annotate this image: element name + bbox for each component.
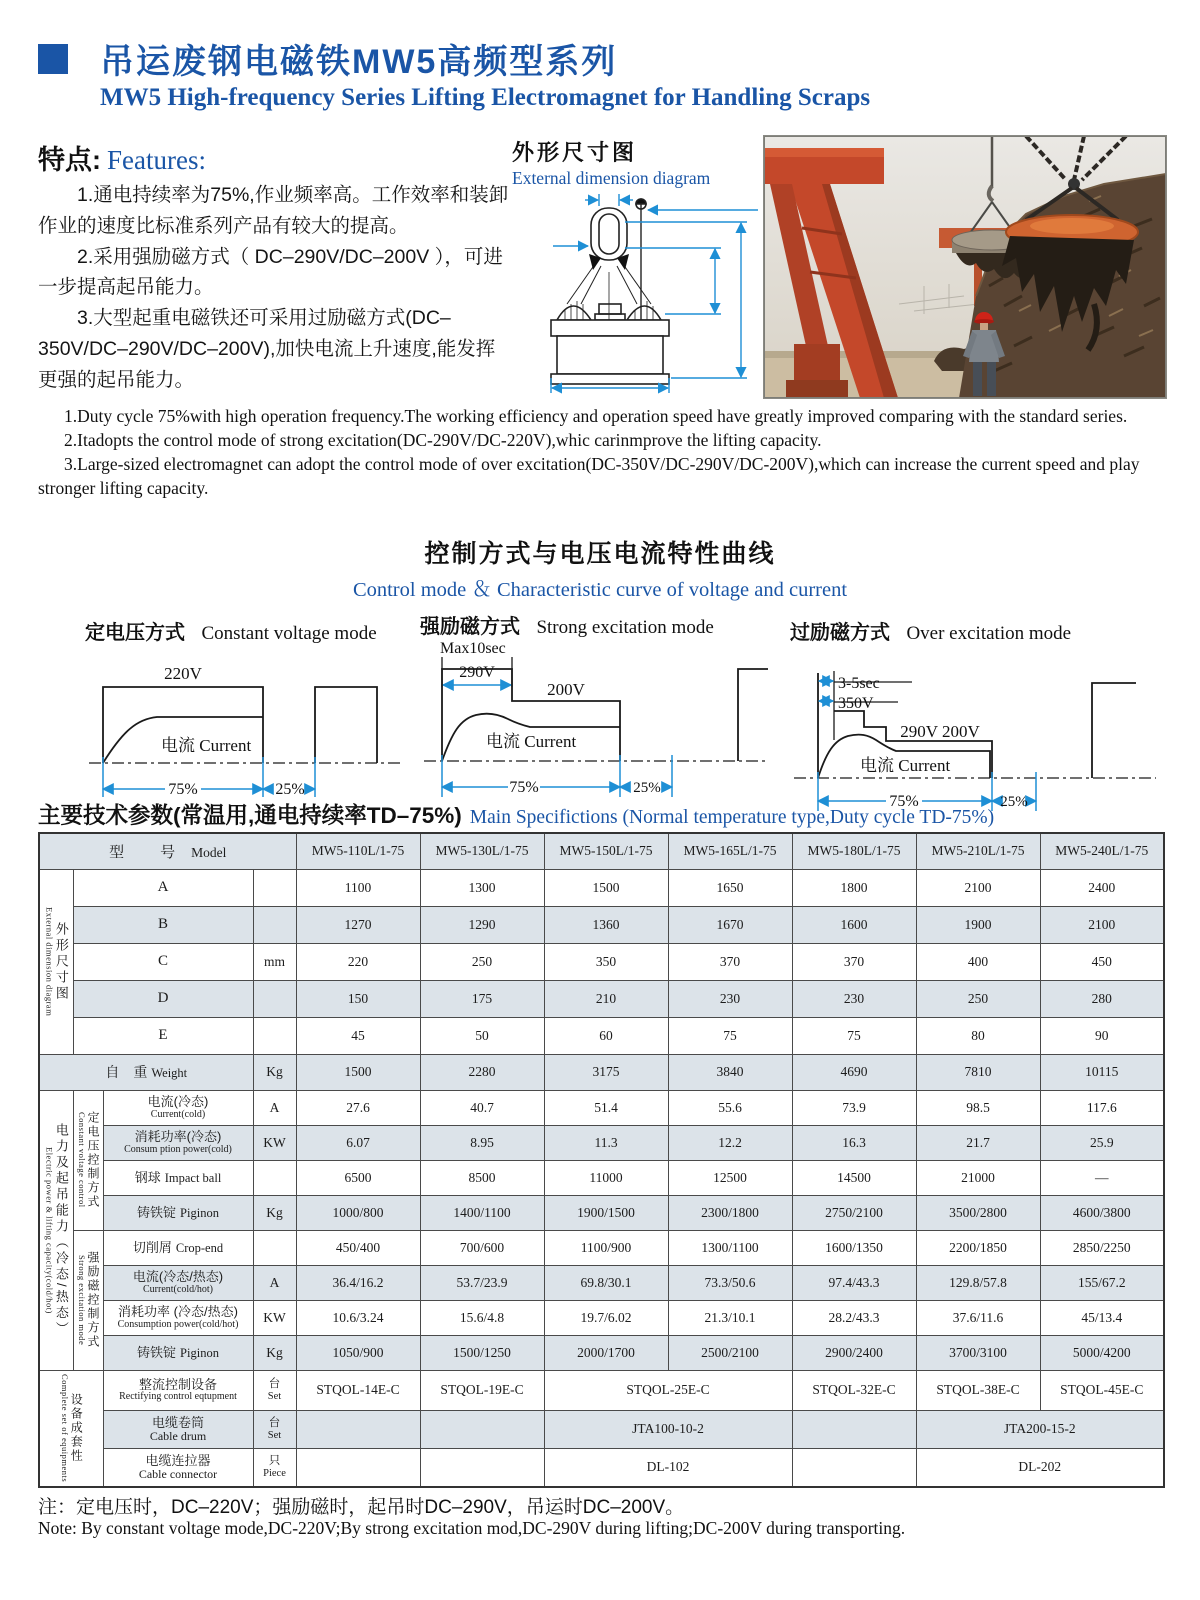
spec-cell: 2280 [420,1054,544,1090]
unit-cell: A [253,1090,296,1125]
spec-cell: 12.2 [668,1125,792,1160]
dim-group-en: External dimension diagram [44,906,55,1017]
spec-cell: 450 [1040,943,1164,980]
spec-cell: 1300/1100 [668,1230,792,1265]
next-cycle [1092,683,1136,778]
se-group-zh: 强励磁控制方式 [86,1251,101,1349]
se-group-en: Strong excitation mode [76,1254,87,1346]
impact-ball-row [39,1160,1164,1195]
spec-cell: DL-202 [916,1448,1164,1487]
row-label: B [73,906,253,943]
dimension-diagram-title-zh: 外形尺寸图 [512,140,638,165]
model-label-en: Model [191,844,227,860]
spec-cell: 230 [668,980,792,1017]
control-title-zh: 控制方式与电压电流特性曲线 [424,540,776,568]
spec-cell: 75 [668,1017,792,1054]
spec-cell: JTA200-15-2 [916,1410,1164,1448]
spec-cell: 3700/3100 [916,1335,1040,1370]
row-label [103,1230,253,1265]
row-label-zh: 消耗功率(冷态) [134,1129,222,1145]
spec-cell: 19.7/6.02 [544,1300,668,1335]
page-title-zh: 吊运废钢电磁铁MW5高频型系列 [100,43,618,81]
row-label [103,1195,253,1230]
spec-cell: 21.7 [916,1125,1040,1160]
power-ch-row [39,1300,1164,1335]
features-heading-zh: 特点: [38,145,101,175]
current-label: 电流 Current [161,736,252,755]
next-cycle [315,687,377,763]
magnet-outline [551,199,669,384]
model-name: MW5-150L/1-75 [544,833,668,869]
strong-excitation-title-en: Strong excitation mode [536,617,714,638]
row-label [103,1160,253,1195]
constant-voltage-waveform [85,645,405,803]
model-name: MW5-180L/1-75 [792,833,916,869]
strong-excitation-title [420,610,775,639]
spec-cell: 1500/1250 [420,1335,544,1370]
spec-cell: 400 [916,943,1040,980]
spec-cell: 11000 [544,1160,668,1195]
english-note-3: 3.Large-sized electromagnet can adopt the control mode of over excitation(DC-350V/DC-290V/DC-200V),which can increase the current speed and play stronger lifting capacity. [38,454,1140,499]
strong-excitation-waveform [420,639,770,803]
spec-cell: — [1040,1160,1164,1195]
row-label-en: Piginon [180,1345,219,1360]
spec-cell: 230 [792,980,916,1017]
model-header-row [39,833,1164,869]
spec-cell [296,1410,420,1448]
unit-cell [253,1160,296,1195]
spec-cell: 2850/2250 [1040,1230,1164,1265]
row-label-zh: 电缆连拉器 [145,1453,211,1469]
row-label-en: Piginon [180,1205,219,1220]
spec-cell [792,1448,916,1487]
row-label-en: Cable connector [138,1467,218,1482]
dim-group-zh: 外形尺寸图 [53,921,69,1002]
spec-cell: 1800 [792,869,916,906]
row-label-en: Rectifying control eqtupment [119,1391,237,1403]
spec-cell: 1500 [296,1054,420,1090]
spec-cell: 1600/1350 [792,1230,916,1265]
row-label-zh: 电流(冷态) [147,1094,209,1110]
unit-cell [253,906,296,943]
spec-cell: 10.6/3.24 [296,1300,420,1335]
power-cold-row [39,1125,1164,1160]
on-duty-label: 75% [509,779,539,796]
excitation-time-label: Max10sec [440,640,506,657]
spec-table-heading [38,798,994,830]
next-cycle [738,669,768,761]
spec-cell: 53.7/23.9 [420,1265,544,1300]
spec-cell: 21.3/10.1 [668,1300,792,1335]
unit-zh: 台 [268,1417,281,1430]
off-duty-label: 25% [1000,794,1028,810]
on-duty-label: 75% [889,793,919,810]
over-excitation-title-zh: 过励磁方式 [790,622,890,644]
spec-cell: 155/67.2 [1040,1265,1164,1300]
spec-cell: 36.4/16.2 [296,1265,420,1300]
row-label [103,1410,253,1448]
page-title-en: MW5 High-frequency Series Lifting Electromagnet for Handling Scraps [100,84,871,111]
cv-group-en: Constant voltage control [76,1112,87,1208]
spec-cell: DL-102 [544,1448,792,1487]
unit-cell [253,980,296,1017]
dim-row-E [39,1017,1164,1054]
unit-zh: 台 [268,1378,281,1391]
unit-cell: mm [253,943,296,980]
power-group-label [39,1090,73,1370]
features-heading-en: Features: [107,145,206,175]
unit-cell [253,1370,296,1410]
unit-cell [253,869,296,906]
feature-paragraph-2: 2.采用强励磁方式（ DC–290V/DC–200V ），可进一步提高起吊能力。 [38,245,503,299]
dim-group-label [39,869,73,1054]
spec-cell: 3500/2800 [916,1195,1040,1230]
spec-cell: 1360 [544,906,668,943]
off-duty-label: 25% [633,780,661,796]
equip-group-zh: 设备成套性 [69,1393,84,1464]
spec-cell: 55.6 [668,1090,792,1125]
spec-cell: 45 [296,1017,420,1054]
spec-cell [420,1410,544,1448]
spec-cell: 8500 [420,1160,544,1195]
unit-zh: 只 [268,1455,281,1468]
spec-cell [296,1448,420,1487]
on-duty-label: 75% [168,781,198,798]
dim-row-B [39,906,1164,943]
spec-cell: 28.2/43.3 [792,1300,916,1335]
dim-row-D [39,980,1164,1017]
unit-en: Set [267,1390,282,1402]
cable-connector-row [39,1448,1164,1487]
current-label: 电流 Current [860,756,951,775]
spec-cell: 129.8/57.8 [916,1265,1040,1300]
constant-voltage-title-en: Constant voltage mode [201,623,377,644]
spec-cell: 3840 [668,1054,792,1090]
spec-cell: 51.4 [544,1090,668,1125]
model-label-zh: 型 号 [109,844,178,861]
spec-cell: 1670 [668,906,792,943]
spec-cell: 7810 [916,1054,1040,1090]
constant-voltage-panel [85,616,415,808]
row-label-zh: 整流控制设备 [138,1376,217,1392]
spec-cell: 75 [792,1017,916,1054]
voltage-label: 220V [164,664,202,683]
row-label-zh: 电缆卷筒 [151,1414,204,1430]
row-label [103,1265,253,1300]
spec-cell: 5000/4200 [1040,1335,1164,1370]
spec-cell: STQOL-25E-C [544,1370,792,1410]
weight-row [39,1054,1164,1090]
spec-cell: 1050/900 [296,1335,420,1370]
spec-cell: 37.6/11.6 [916,1300,1040,1335]
strong-excitation-title-zh: 强励磁方式 [420,616,520,638]
spec-cell: 40.7 [420,1090,544,1125]
spec-cell: JTA100-10-2 [544,1410,792,1448]
unit-cell: Kg [253,1054,296,1090]
rectifier-row [39,1370,1164,1410]
cv-group-zh: 定电压控制方式 [86,1111,101,1209]
spec-cell: 1650 [668,869,792,906]
row-label [103,1335,253,1370]
spec-cell: 2100 [916,869,1040,906]
spec-cell: 2100 [1040,906,1164,943]
weight-label-en: Weight [151,1065,188,1080]
equip-group-label [39,1370,103,1487]
weight-label-zh: 自 重 [105,1063,148,1080]
spec-cell: 2400 [1040,869,1164,906]
spec-cell: 1300 [420,869,544,906]
model-name: MW5-240L/1-75 [1040,833,1164,869]
dimension-diagram [515,188,760,395]
row-label-en: Crop-end [175,1240,224,1255]
spec-cell: 6.07 [296,1125,420,1160]
spec-cell: 210 [544,980,668,1017]
features-paragraphs [38,180,510,396]
spec-cell: 2300/1800 [668,1195,792,1230]
english-feature-notes [38,404,1165,501]
spec-cell: 1600 [792,906,916,943]
model-name: MW5-130L/1-75 [420,833,544,869]
spec-cell: 250 [916,980,1040,1017]
row-label-en: Consum ption power(cold) [124,1143,232,1155]
unit-cell: Kg [253,1335,296,1370]
power-group-en: Electric power & lifting capacity(cold/hot) [44,1146,55,1314]
cv-group-label [73,1090,103,1230]
current-ch-row [39,1265,1164,1300]
control-title-en: Control mode ＆ Characteristic curve of voltage and current [352,579,848,601]
spec-cell: 8.95 [420,1125,544,1160]
spec-cell: 1900/1500 [544,1195,668,1230]
spec-cell: 175 [420,980,544,1017]
spec-cell: 15.6/4.8 [420,1300,544,1335]
spec-cell: 350 [544,943,668,980]
spec-cell: 250 [420,943,544,980]
footer-note-en: Note: By constant voltage mode,DC-220V;By strong excitation mod,DC-290V during lifting;DC-200V during transporting. [38,1518,906,1538]
footer-note-zh: 注：定电压时，DC–220V；强励磁时，起吊时DC–290V，吊运时DC–200V。 [38,1497,685,1518]
spec-cell: 14500 [792,1160,916,1195]
spec-cell: 80 [916,1017,1040,1054]
unit-en: Piece [263,1468,286,1480]
row-label [103,1125,253,1160]
spec-cell [792,1410,916,1448]
spec-cell: 3175 [544,1054,668,1090]
dim-row-C [39,943,1164,980]
spec-cell: 45/13.4 [1040,1300,1164,1335]
spec-cell: 4690 [792,1054,916,1090]
model-header-cell [39,833,296,869]
spec-cell: 1000/800 [296,1195,420,1230]
spec-cell: 25.9 [1040,1125,1164,1160]
spec-cell: 73.9 [792,1090,916,1125]
english-note-1: 1.Duty cycle 75%with high operation frequency.The working efficiency and operation speed have greatly improved comparing with the standard series. [64,406,1128,426]
spec-cell: 1900 [916,906,1040,943]
unit-cell [253,1410,296,1448]
spec-cell: 2750/2100 [792,1195,916,1230]
unit-cell [253,1017,296,1054]
unit-cell: A [253,1265,296,1300]
spec-cell: 150 [296,980,420,1017]
spec-cell: 1100 [296,869,420,906]
strong-excitation-panel [420,610,775,808]
over-excitation-panel [790,616,1168,822]
spec-cell: 12500 [668,1160,792,1195]
spec-table-title-en: Main Specifictions (Normal temperature type,Duty cycle TD-75%) [469,807,995,828]
spec-cell: 1400/1100 [420,1195,544,1230]
spec-cell: 280 [1040,980,1164,1017]
spec-cell: 370 [668,943,792,980]
control-section-heading [0,534,1200,602]
row-label-zh: 电流(冷态/热态) [132,1269,224,1285]
spec-cell: 1290 [420,906,544,943]
spec-cell: 98.5 [916,1090,1040,1125]
spec-cell: 90 [1040,1017,1164,1054]
spec-cell: STQOL-14E-C [296,1370,420,1410]
row-label-en: Consumption power(cold/hot) [117,1318,239,1330]
spec-cell: 2000/1700 [544,1335,668,1370]
spec-cell: 10115 [1040,1054,1164,1090]
constant-voltage-title [85,616,415,645]
spec-cell: 50 [420,1017,544,1054]
row-label: A [73,869,253,906]
row-label-zh: 铸铁锭 [137,1344,177,1360]
row-label [103,1370,253,1410]
spec-cell: 1500 [544,869,668,906]
model-name: MW5-110L/1-75 [296,833,420,869]
dimension-diagram-title-en: External dimension diagram [512,168,711,188]
spec-table-title-zh: 主要技术参数(常温用,通电持续率TD–75%) [38,803,462,828]
row-label-en: Current(cold/hot) [143,1283,213,1295]
spec-cell: STQOL-38E-C [916,1370,1040,1410]
over-excitation-waveform [790,645,1162,817]
spec-table [38,832,1165,1488]
spec-cell: 220 [296,943,420,980]
spec-cell: 97.4/43.3 [792,1265,916,1300]
over-time-label: 3-5sec [838,675,880,692]
row-label-en: Impact ball [164,1170,222,1185]
title-bullet-square [38,44,68,74]
over-excitation-title [790,616,1168,645]
unit-cell [253,1448,296,1487]
spec-cell: 700/600 [420,1230,544,1265]
spec-cell: 2900/2400 [792,1335,916,1370]
row-label [103,1090,253,1125]
spec-cell: STQOL-32E-C [792,1370,916,1410]
row-label: D [73,980,253,1017]
spec-cell: 2200/1850 [916,1230,1040,1265]
row-label-en: Current(cold) [150,1108,206,1120]
piginon-cv-row [39,1195,1164,1230]
spec-cell [420,1448,544,1487]
equip-group-en: Complete set of equipments [60,1374,71,1483]
unit-en: Set [267,1429,282,1441]
spec-cell: 11.3 [544,1125,668,1160]
current-label: 电流 Current [486,732,577,751]
row-label-zh: 铸铁锭 [137,1204,177,1220]
v2-v3-label: 290V 200V [900,722,980,741]
row-label: E [73,1017,253,1054]
weight-label [39,1054,253,1090]
spec-cell: 69.8/30.1 [544,1265,668,1300]
spec-cell: 4600/3800 [1040,1195,1164,1230]
row-label [103,1300,253,1335]
crop-end-row [39,1230,1164,1265]
row-label [103,1448,253,1487]
spec-cell: 21000 [916,1160,1040,1195]
constant-voltage-title-zh: 定电压方式 [85,622,185,644]
spec-cell: 1270 [296,906,420,943]
spec-cell: 6500 [296,1160,420,1195]
row-label-en: Cable drum [149,1429,207,1444]
spec-cell: STQOL-45E-C [1040,1370,1164,1410]
model-name: MW5-165L/1-75 [668,833,792,869]
spec-cell: 117.6 [1040,1090,1164,1125]
v2-label: 200V [547,680,585,699]
unit-cell: KW [253,1125,296,1160]
spec-cell: 450/400 [296,1230,420,1265]
power-group-zh: 电力及起吊能力（冷态/热态） [53,1122,69,1338]
spec-cell: 1100/900 [544,1230,668,1265]
spec-cell: 370 [792,943,916,980]
unit-cell: Kg [253,1195,296,1230]
v1-label: 350V [838,695,874,712]
cable-drum-row [39,1410,1164,1448]
row-label-zh: 钢球 [134,1169,161,1185]
features-heading [38,138,206,177]
row-label: C [73,943,253,980]
over-excitation-title-en: Over excitation mode [906,623,1072,644]
spec-cell: 2500/2100 [668,1335,792,1370]
product-photo [763,135,1167,399]
se-group-label [73,1230,103,1370]
dim-row-A [39,869,1164,906]
current-cold-row [39,1090,1164,1125]
model-name: MW5-210L/1-75 [916,833,1040,869]
row-label-zh: 切削屑 [132,1239,172,1255]
off-duty-label: 25% [275,781,305,798]
unit-cell [253,1230,296,1265]
row-label-zh: 消耗功率 (冷态/热态) [118,1304,238,1320]
feature-paragraph-3: 3.大型起重电磁铁还可采用过励磁方式(DC–350V/DC–290V/DC–200V),加快电流上升速度,能发挥更强的起吊能力。 [38,307,496,391]
spec-cell: 73.3/50.6 [668,1265,792,1300]
spec-cell: 16.3 [792,1125,916,1160]
spec-cell: 27.6 [296,1090,420,1125]
unit-cell: KW [253,1300,296,1335]
spec-cell: STQOL-19E-C [420,1370,544,1410]
v1-label: 290V [459,664,495,681]
feature-paragraph-1: 1.通电持续率为75%,作业频率高。工作效率和装卸作业的速度比标准系列产品有较大的提高。 [38,184,509,237]
piginon-se-row [39,1335,1164,1370]
english-note-2: 2.Itadopts the control mode of strong excitation(DC-290V/DC-220V),whic carinmprove the lifting capacity. [64,430,822,451]
spec-cell: 60 [544,1017,668,1054]
